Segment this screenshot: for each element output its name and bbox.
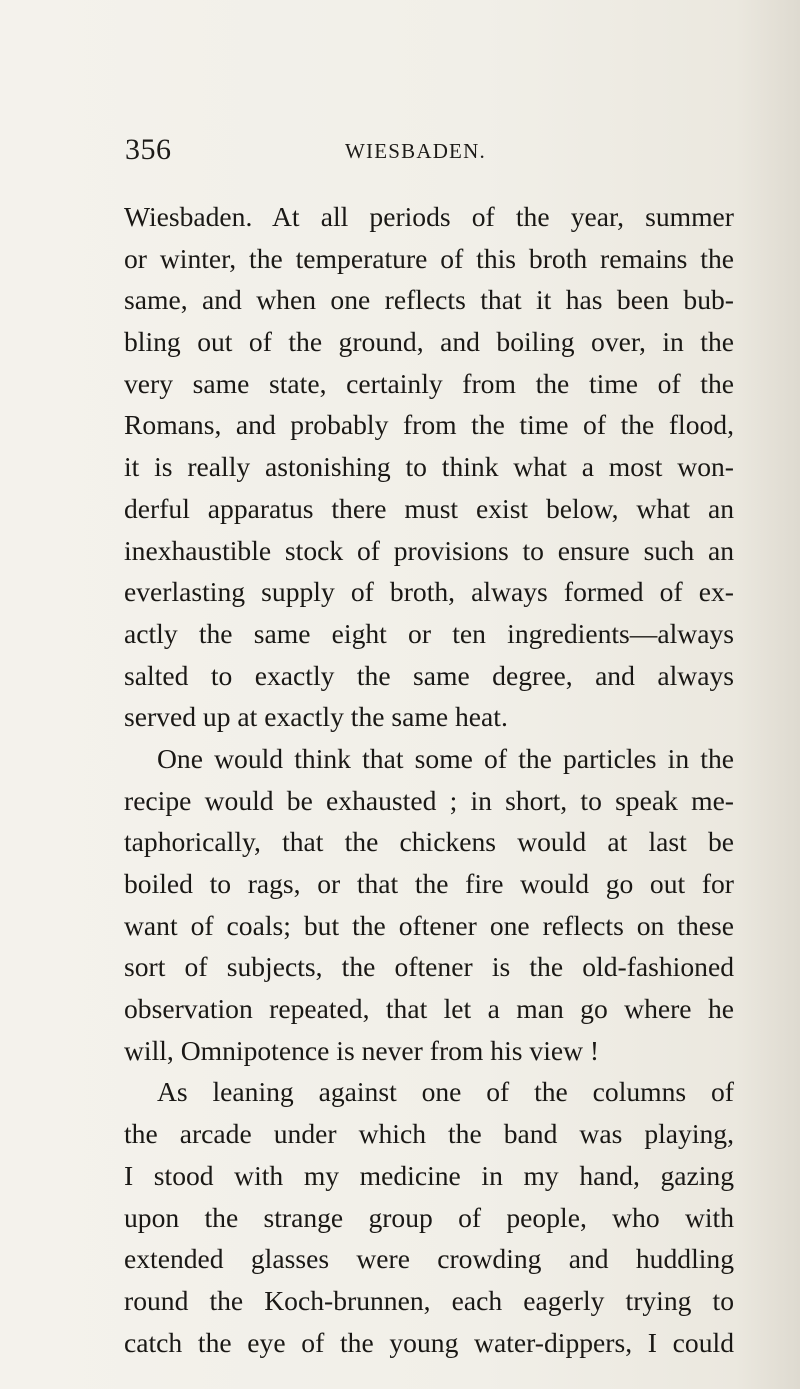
text-line: it is really astonishing to think what a most won- bbox=[124, 451, 734, 483]
text-line: inexhaustible stock of provisions to ensure such an bbox=[124, 534, 734, 566]
text-line: or winter, the temperature of this broth remains the bbox=[124, 242, 734, 274]
text-line: Wiesbaden. At all periods of the year, summer bbox=[124, 201, 734, 232]
page-number: 356 bbox=[125, 133, 172, 166]
text-line: derful apparatus there must exist below, what an bbox=[124, 492, 734, 524]
body-text bbox=[124, 196, 734, 1363]
paragraph-end-line: served up at exactly the same heat. bbox=[124, 701, 508, 733]
paragraph-end-line: will, Omnipotence is never from his view ! bbox=[124, 1034, 600, 1066]
text-line: very same state, certainly from the time of the bbox=[124, 367, 734, 399]
page-header bbox=[0, 133, 800, 173]
text-line: upon the strange group of people, who with bbox=[124, 1201, 734, 1233]
text-line: bling out of the ground, and boiling over, in the bbox=[124, 326, 734, 358]
text-line: everlasting supply of broth, always formed of ex- bbox=[124, 576, 734, 608]
text-line: salted to exactly the same degree, and always bbox=[124, 659, 734, 691]
text-line: same, and when one reflects that it has been bub- bbox=[124, 284, 734, 316]
text-line: sort of subjects, the oftener is the old-fashioned bbox=[124, 951, 734, 983]
text-line: taphorically, that the chickens would at last be bbox=[124, 826, 734, 858]
text-line: the arcade under which the band was playing, bbox=[124, 1118, 734, 1150]
text-line: actly the same eight or ten ingredients—always bbox=[124, 617, 734, 649]
text-line: want of coals; but the oftener one reflects on these bbox=[124, 909, 734, 941]
running-head: WIESBADEN. bbox=[345, 139, 486, 163]
text-line: boiled to rags, or that the fire would go out for bbox=[124, 868, 734, 899]
paragraph-start-line: As leaning against one of the columns of bbox=[157, 1076, 734, 1108]
paragraph-start-line: One would think that some of the particles in the bbox=[157, 742, 734, 774]
text-line: round the Koch-brunnen, each eagerly trying to bbox=[124, 1284, 734, 1316]
text-line: recipe would be exhausted ; in short, to speak me- bbox=[124, 784, 734, 816]
text-line: Romans, and probably from the time of the flood, bbox=[124, 409, 734, 441]
text-line: I stood with my medicine in my hand, gazing bbox=[124, 1159, 734, 1191]
text-line: catch the eye of the young water-dippers, I could bbox=[124, 1326, 734, 1358]
text-line: observation repeated, that let a man go where he bbox=[124, 993, 734, 1025]
text-line: extended glasses were crowding and huddling bbox=[124, 1243, 734, 1275]
